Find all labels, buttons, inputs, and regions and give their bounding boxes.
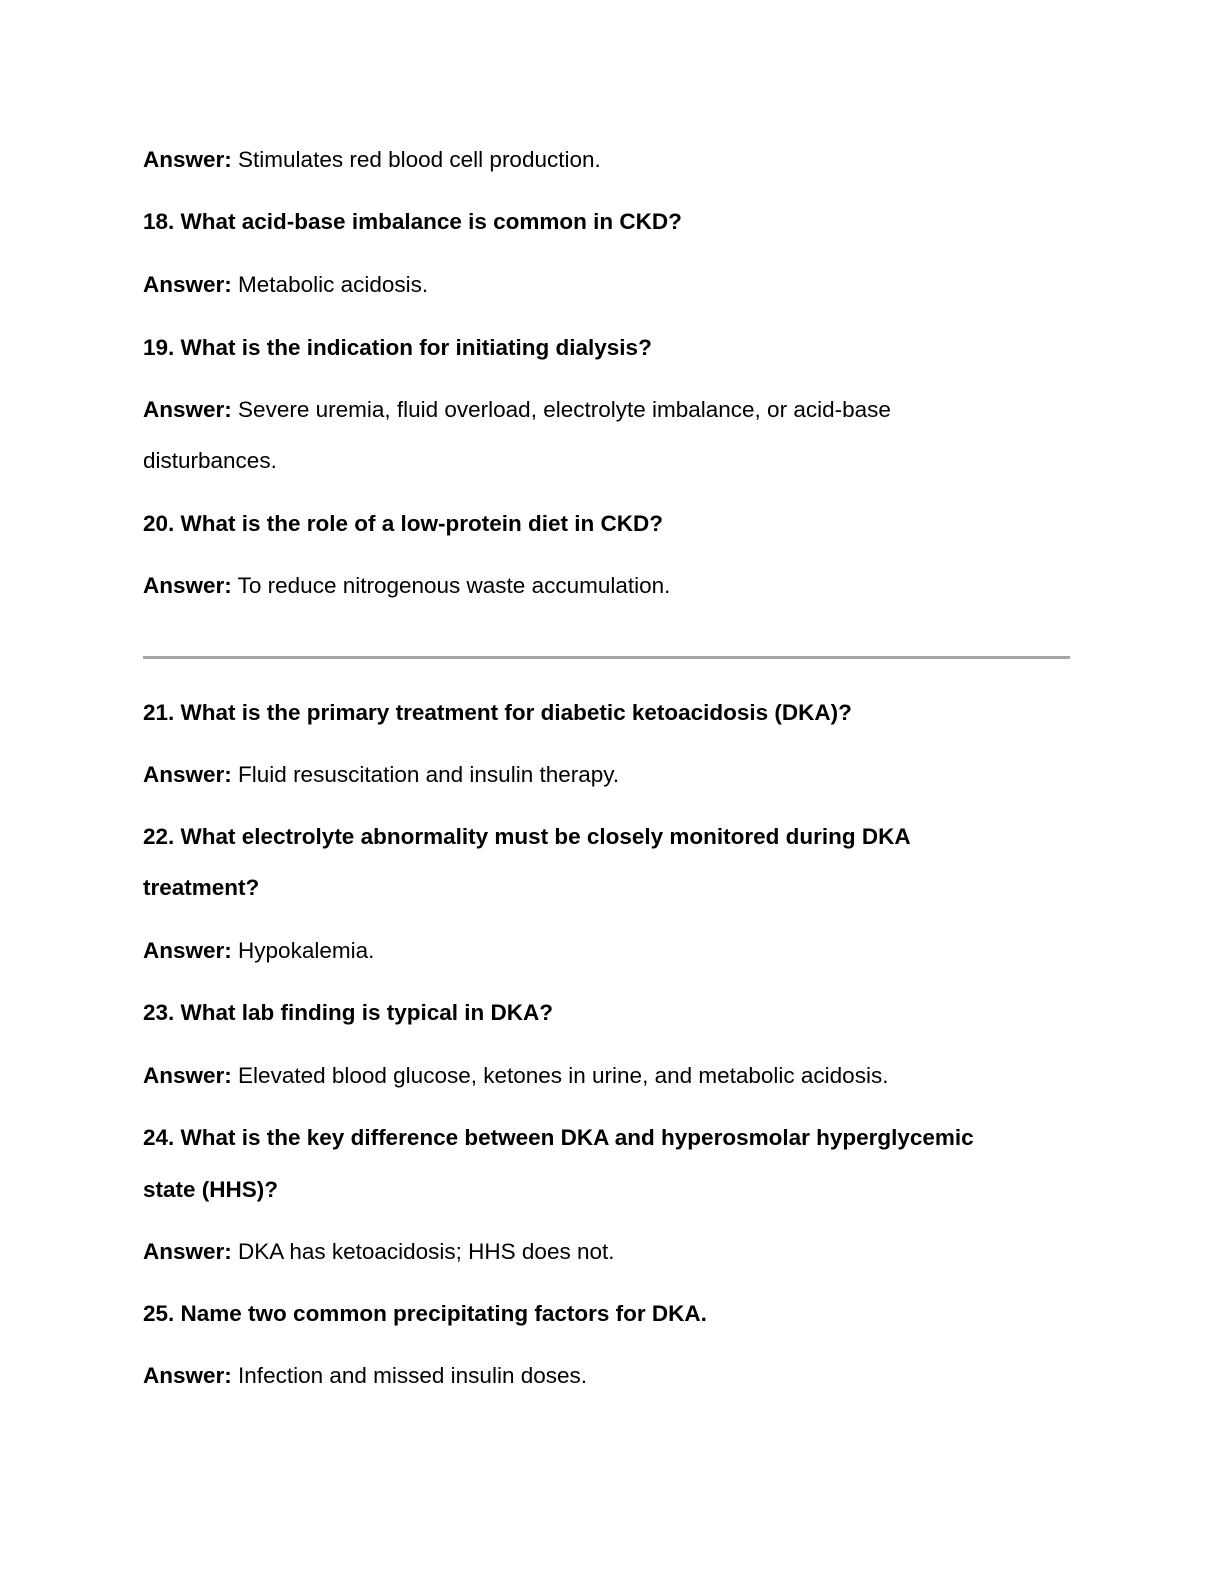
answer-text: Elevated blood glucose, ketones in urine, and metabolic acidosis. [238, 1063, 889, 1088]
answer-label: Answer: [143, 1239, 232, 1264]
section-divider [143, 656, 1070, 659]
question-24: 24. What is the key difference between DKA and hyperosmolar hyperglycemic [143, 1125, 974, 1150]
question-19: 19. What is the indication for initiating dialysis? [143, 335, 652, 360]
answer-label: Answer: [143, 397, 232, 422]
answer-text: Infection and missed insulin doses. [238, 1363, 587, 1388]
question-22: 22. What electrolyte abnormality must be closely monitored during DKA [143, 824, 911, 849]
answer-25 [143, 1361, 1083, 1391]
question-23: 23. What lab finding is typical in DKA? [143, 1000, 554, 1025]
answer-text: Stimulates red blood cell production. [238, 147, 601, 172]
answer-label: Answer: [143, 1363, 232, 1388]
answer-17 [143, 145, 1083, 175]
answer-label: Answer: [143, 938, 232, 963]
answer-text: To reduce nitrogenous waste accumulation. [237, 573, 671, 598]
question-24-continued: state (HHS)? [143, 1177, 279, 1202]
question-20: 20. What is the role of a low-protein diet in CKD? [143, 511, 664, 536]
answer-text: Hypokalemia. [238, 938, 375, 963]
answer-label: Answer: [143, 573, 232, 598]
answer-24 [143, 1237, 1083, 1267]
answer-label: Answer: [143, 272, 232, 297]
question-21: 21. What is the primary treatment for diabetic ketoacidosis (DKA)? [143, 700, 852, 725]
answer-22 [143, 936, 1083, 966]
answer-23 [143, 1061, 1083, 1091]
answer-text: Severe uremia, fluid overload, electrolyte imbalance, or acid-base [238, 397, 891, 422]
question-18: 18. What acid-base imbalance is common in CKD? [143, 209, 682, 234]
answer-21 [143, 760, 1083, 790]
answer-20 [143, 571, 1083, 601]
answer-text: Fluid resuscitation and insulin therapy. [238, 762, 620, 787]
answer-label: Answer: [143, 762, 232, 787]
answer-label: Answer: [143, 1063, 232, 1088]
answer-18 [143, 270, 1083, 300]
question-22-continued: treatment? [143, 875, 260, 900]
answer-text: Metabolic acidosis. [238, 272, 429, 297]
answer-19 [143, 395, 1083, 425]
question-25: 25. Name two common precipitating factors for DKA. [143, 1301, 707, 1326]
answer-text: DKA has ketoacidosis; HHS does not. [238, 1239, 615, 1264]
answer-19-continued: disturbances. [143, 448, 277, 473]
answer-label: Answer: [143, 147, 232, 172]
